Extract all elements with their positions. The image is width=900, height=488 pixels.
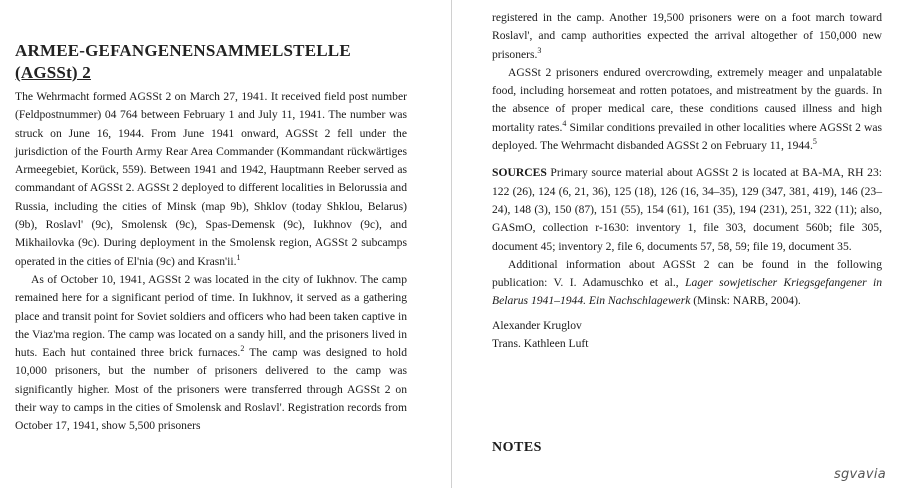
left-column	[15, 40, 407, 436]
footnote-ref-1: 1	[236, 252, 241, 262]
entry-title	[15, 40, 407, 84]
paragraph-1-text: The Wehrmacht formed AGSSt 2 on March 27, 1941. It received field post number (Feldpostnummer) 04 764 between February 1 and July 11, 1941. The number was struck on June 16, 1944. From June 1941 onward, AGSSt 2 fell under the jurisdiction of the Fourth Army Rear Area Commander (Kommandant rückwärtiges Armeegebiet, Korück, 559). Between 1941 and 1942, Hauptmann Reeber served as commandant of AGSSt 2. AGSSt 2 deployed to different localities in Belorussia and Russia, including the cities of Minsk (map 9b), Shklov (today Shklou, Belarus) (9b), Roslavl' (9c), Smolensk (9c), Spas-Demensk (9c), Iukhnov (9c), and Mikhailovka (9c). During deployment in the Smolensk region, AGSSt 2 subcamps operated in the cities of El'nia (9c) and Krasn'ii.	[15, 90, 407, 268]
paragraph-2	[15, 271, 407, 436]
paragraph-continued	[492, 9, 882, 64]
watermark: sgvavia	[833, 467, 886, 482]
footnote-ref-4: 4	[562, 118, 567, 128]
paragraph-continued-text: registered in the camp. Another 19,500 prisoners were on a foot march toward Roslavl', and camp authorities expected the arrival altogether of 150,000 new prisoners.	[492, 11, 882, 61]
title-line-1: ARMEE-GEFANGENENSAMMELSTELLE	[15, 41, 351, 60]
paragraph-1	[15, 88, 407, 271]
sources-text: Primary source material about AGSSt 2 is located at BA-MA, RH 23: 122 (26), 124 (6, 21, 36), 125 (18), 126 (16, 34–35), 129 (347, 381, 419), 146 (23–24), 148 (3), 150 (87), 151 (55), 154 (61), 161 (35), 194 (231), 251, 322 (11); also, GASmO, collection r-1630: inventory 1, file 303, document 560b; file 305, document 45; inventory 2, file 6, documents 57, 58, 59; file 19, document 35.	[492, 166, 882, 253]
right-column	[492, 9, 882, 353]
paragraph-2-text: As of October 10, 1941, AGSSt 2 was located in the city of Iukhnov. The camp remained here for a significant period of time. In Iukhnov, it served as a gathering place and transit point for Soviet soldiers and officers who had been taken captive in the Viaz'ma region. The camp was located on a sandy hill, and the prisoners lived in huts. Each hut contained three brick furnaces.	[15, 272, 407, 360]
notes-heading: NOTES	[492, 440, 542, 455]
additional-info-text-end: (Minsk: NARB, 2004).	[690, 294, 801, 308]
additional-info-text: Additional information about AGSSt 2 can be found in the following publication: V. I. Adamuschko et al.,	[492, 257, 882, 290]
additional-info-paragraph	[492, 256, 882, 311]
translator-credit: Trans. Kathleen Luft	[492, 337, 589, 351]
title-line-2: (AGSSt) 2	[15, 63, 91, 82]
paragraph-3-text-cont: Similar conditions prevailed in other localities where AGSSt 2 was deployed. The Wehrmacht disbanded AGSSt 2 on February 11, 1944.	[492, 120, 882, 153]
paragraph-3	[492, 64, 882, 155]
column-divider	[451, 0, 452, 488]
sources-heading: SOURCES	[492, 166, 547, 180]
publication-title: Lager sowjetischer Kriegsgefangener in Belarus 1941–1944. Ein Nachschlagewerk	[492, 276, 883, 308]
footnote-ref-5: 5	[812, 137, 817, 147]
author-signature: Alexander Kruglov	[492, 318, 582, 332]
sources-paragraph	[492, 164, 882, 255]
footnote-ref-3: 3	[537, 45, 542, 55]
paragraph-3-text: AGSSt 2 prisoners endured overcrowding, extremely meager and unpalatable food, including horsemeat and rotten potatoes, and mistreatment by the guards. In the absence of proper medical care, these conditions caused illness and high mortality rates.	[492, 65, 882, 134]
footnote-ref-2: 2	[240, 344, 245, 354]
paragraph-2-text-cont: The camp was designed to hold 10,000 prisoners, but the number of prisoners delivered to the camp was significantly higher. Most of the prisoners were transferred through AGSSt 2 on their way to camps in the cities of Smolensk and Roslavl'. Registration records from October 17, 1941, show 5,500 prisoners	[15, 346, 408, 433]
